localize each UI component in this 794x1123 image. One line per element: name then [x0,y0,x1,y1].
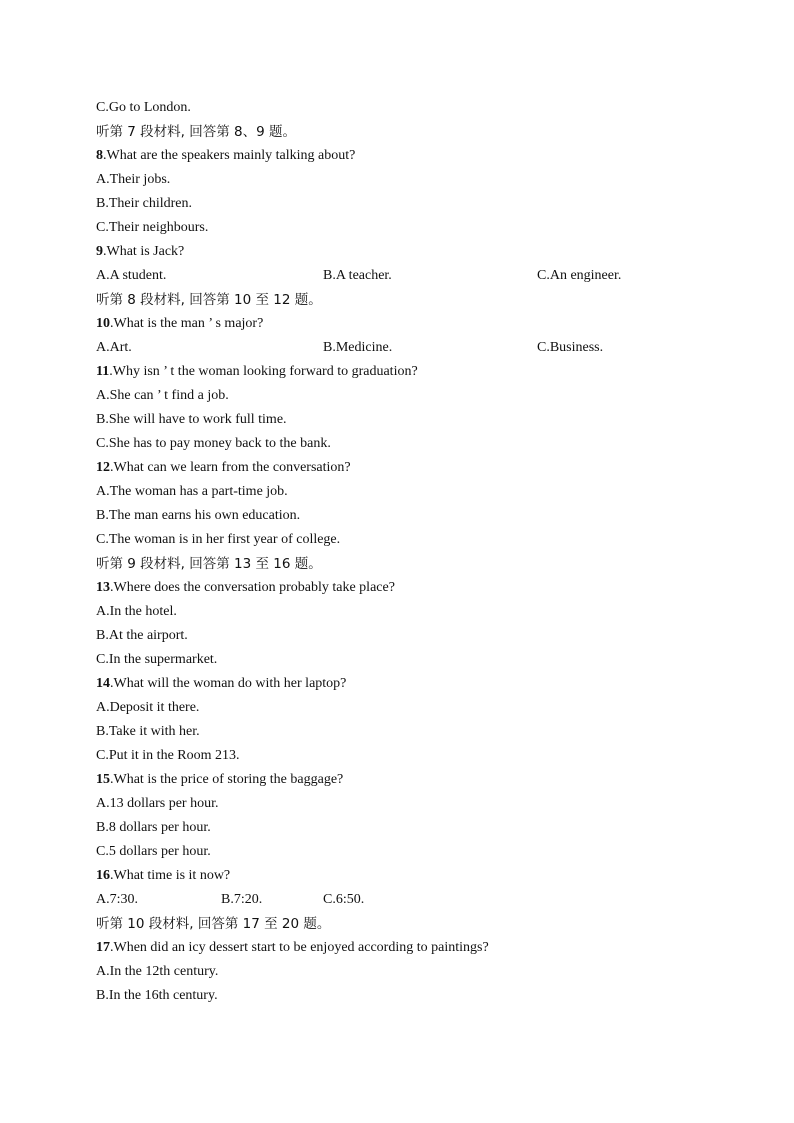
option-line: B.Take it with her. [96,724,200,739]
question-text: .What can we learn from the conversation? [110,460,351,475]
option-line: B.8 dollars per hour. [96,820,211,835]
option-b: B.7:20. [221,892,263,907]
option-row [96,264,716,288]
question-number: 14 [96,676,110,691]
option-line: B.Their children. [96,196,193,211]
question-number: 11 [96,364,110,379]
option-c: C.Business. [537,340,604,355]
section-heading-7: 听第 7 段材料, 回答第 8、9 题。 [96,124,297,140]
question-9 [96,240,716,264]
option-line: A.Their jobs. [96,172,171,187]
question-14 [96,672,716,696]
question-text: .What is Jack? [103,244,185,259]
section-heading-10: 听第 10 段材料, 回答第 17 至 20 题。 [96,916,331,932]
option-row [96,888,716,912]
option-line: A.Deposit it there. [96,700,200,715]
option-c: C.An engineer. [537,268,622,283]
option-line: A.The woman has a part-time job. [96,484,288,499]
question-text: .What is the man ’ s major? [110,316,264,331]
option-b: B.Medicine. [323,340,393,355]
question-17 [96,936,716,960]
option-line: B.In the 16th century. [96,988,218,1003]
question-number: 17 [96,940,110,955]
option-line: B.At the airport. [96,628,188,643]
question-number: 12 [96,460,110,475]
option-line: B.The man earns his own education. [96,508,301,523]
question-11 [96,360,716,384]
option-line: C.Their neighbours. [96,220,209,235]
option-line: C.5 dollars per hour. [96,844,211,859]
question-text: .When did an icy dessert start to be enjoyed according to paintings? [110,940,489,955]
question-8 [96,144,716,168]
question-15 [96,768,716,792]
question-16 [96,864,716,888]
question-number: 16 [96,868,110,883]
question-text: .What time is it now? [110,868,231,883]
question-number: 15 [96,772,110,787]
option-row [96,336,716,360]
option-line: A.In the hotel. [96,604,177,619]
option-line: A.She can ’ t find a job. [96,388,229,403]
question-text: .What is the price of storing the baggage? [110,772,344,787]
document-page [96,96,716,1008]
question-text: .Why isn ’ t the woman looking forward to graduation? [109,364,418,379]
section-heading-9: 听第 9 段材料, 回答第 13 至 16 题。 [96,556,322,572]
question-number: 9 [96,244,103,259]
question-text: .Where does the conversation probably take place? [110,580,395,595]
question-10 [96,312,716,336]
section-heading-8: 听第 8 段材料, 回答第 10 至 12 题。 [96,292,322,308]
question-text: .What will the woman do with her laptop? [110,676,347,691]
option-line: B.She will have to work full time. [96,412,287,427]
option-c: C.6:50. [323,892,365,907]
option-line: A.In the 12th century. [96,964,219,979]
question-number: 8 [96,148,103,163]
option-b: B.A teacher. [323,268,392,283]
option-line: C.Put it in the Room 213. [96,748,240,763]
question-text: .What are the speakers mainly talking about? [103,148,356,163]
question-12 [96,456,716,480]
option-line: C.Go to London. [96,100,191,115]
question-number: 13 [96,580,110,595]
option-a: A.A student. [96,268,167,283]
option-line: C.She has to pay money back to the bank. [96,436,331,451]
question-number: 10 [96,316,110,331]
option-a: A.Art. [96,340,132,355]
question-13 [96,576,716,600]
option-line: C.The woman is in her first year of college. [96,532,341,547]
option-a: A.7:30. [96,892,138,907]
option-line: C.In the supermarket. [96,652,218,667]
option-line: A.13 dollars per hour. [96,796,219,811]
